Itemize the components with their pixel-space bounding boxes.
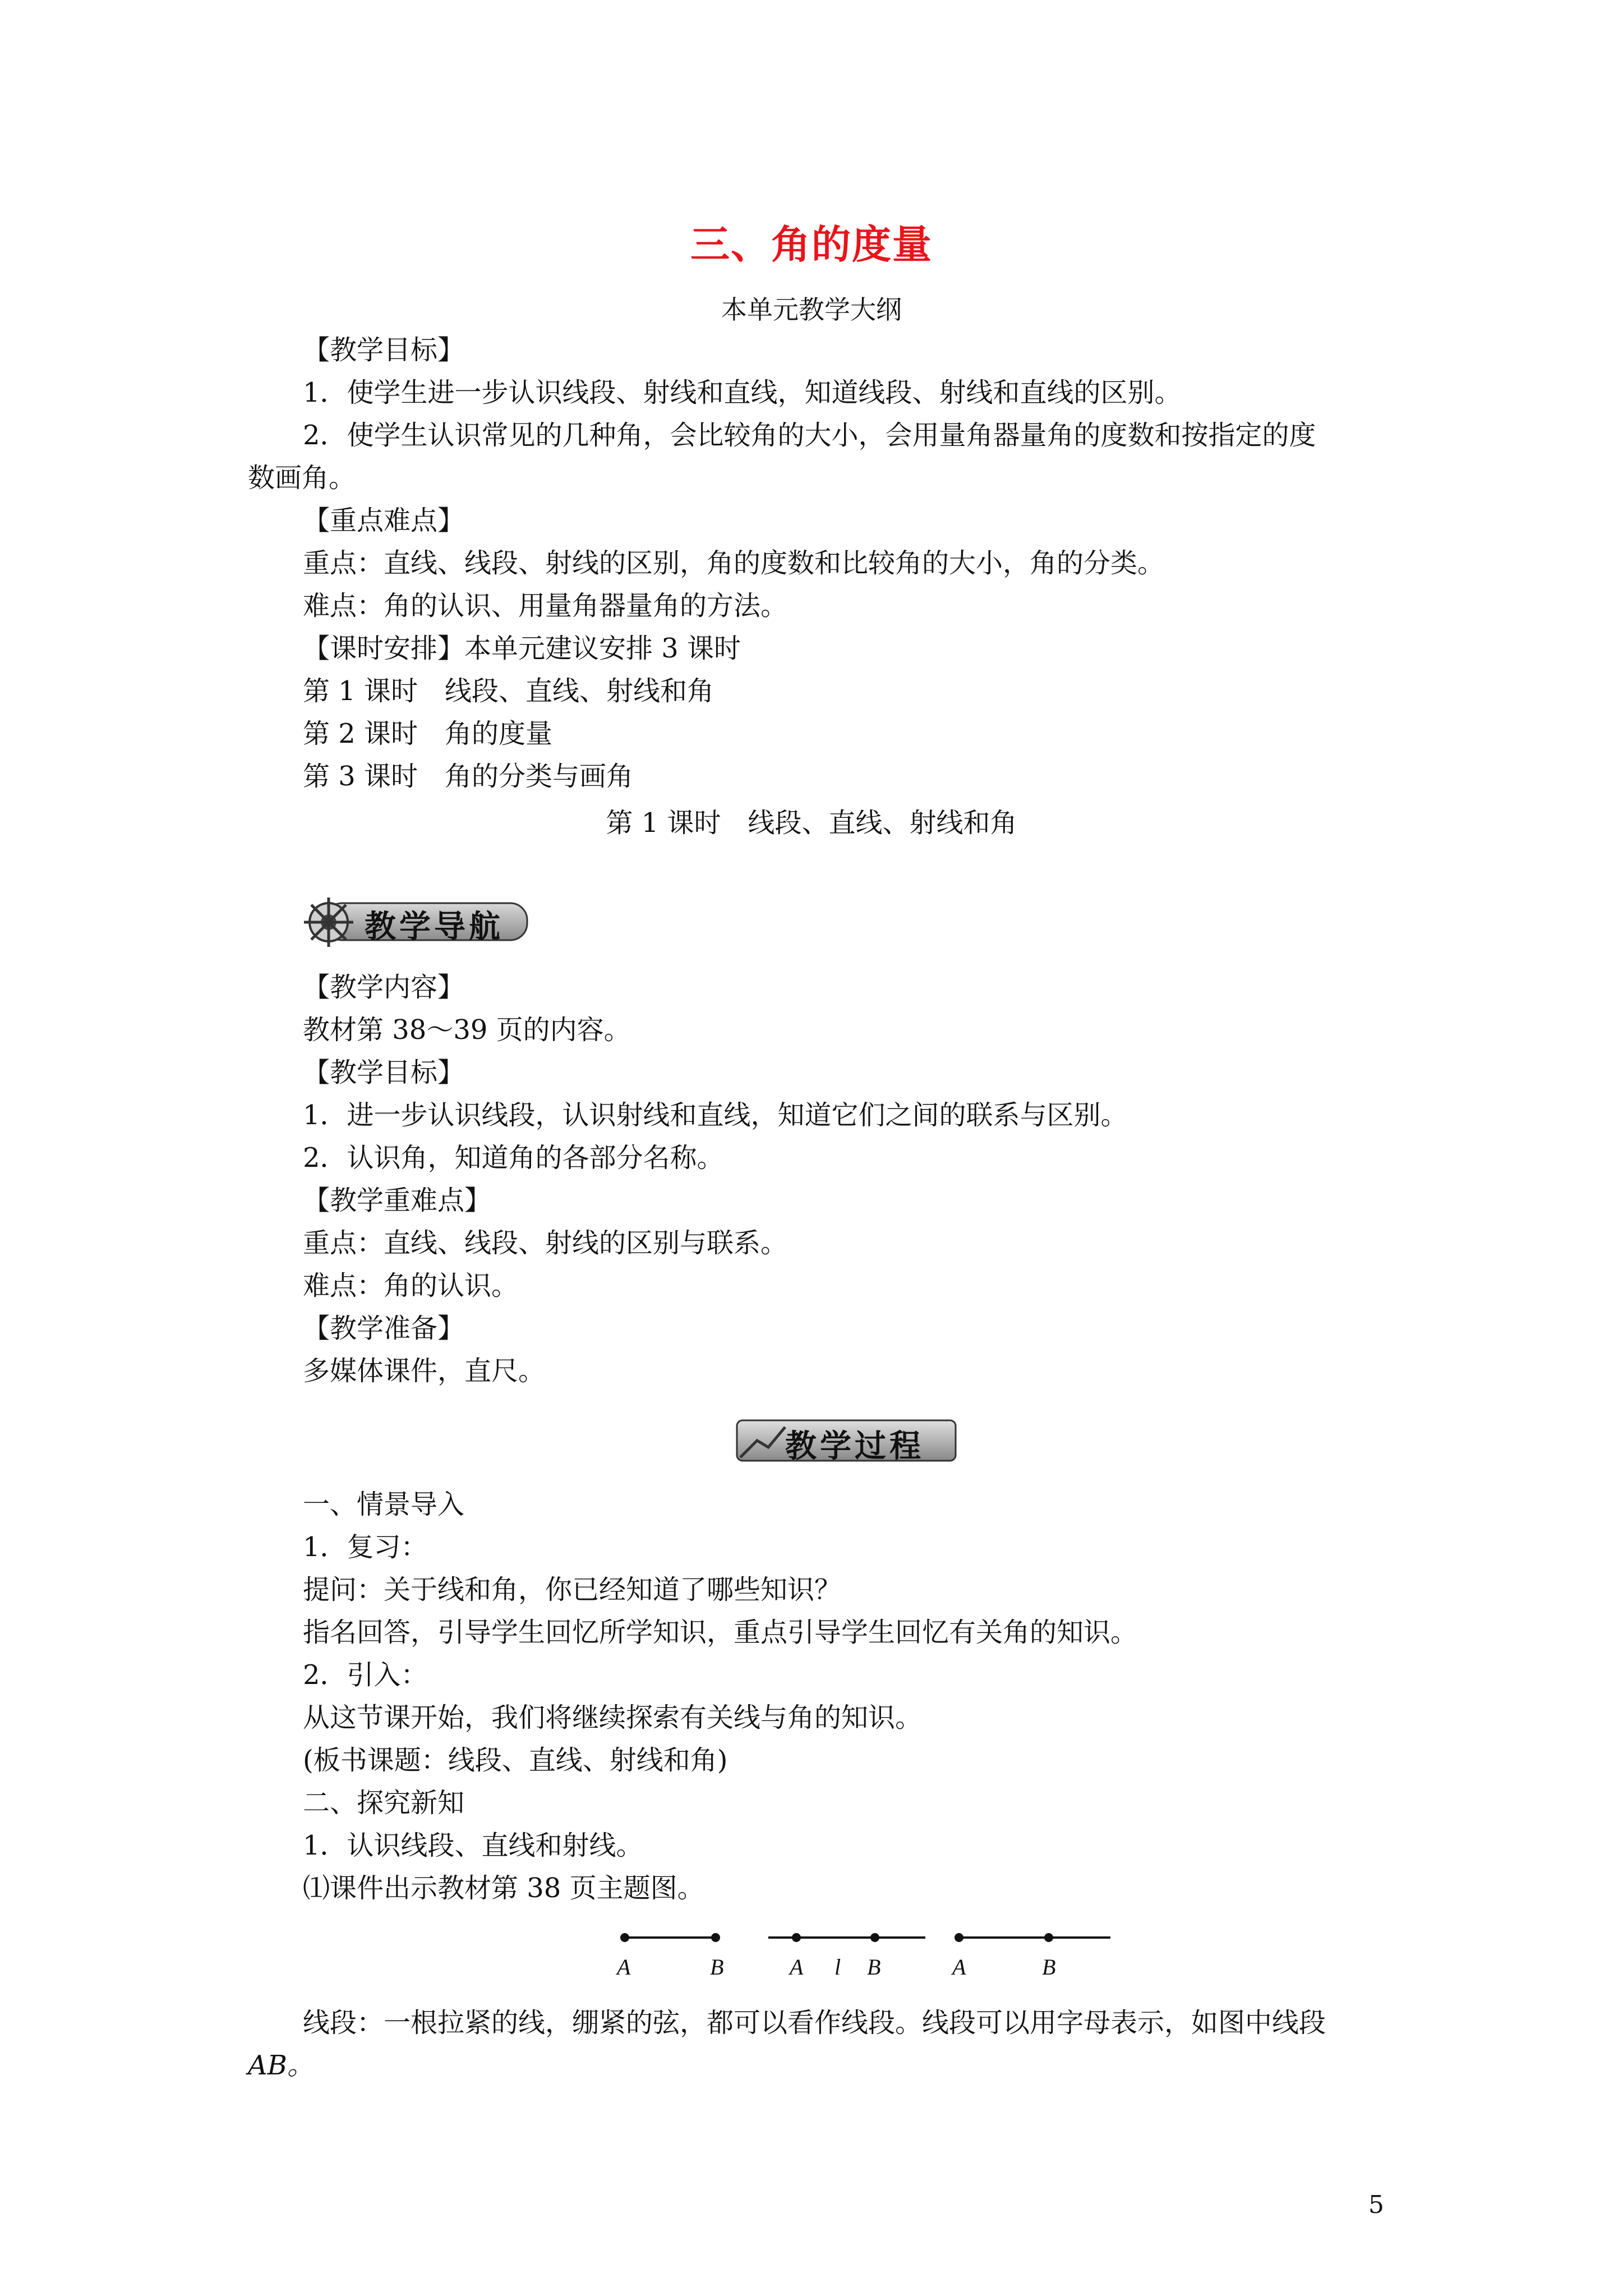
fig1-label-b: B	[710, 1954, 724, 1980]
page-subtitle: 本单元教学大纲	[721, 295, 902, 325]
lesson-title: 第 1 课时 线段、直线、射线和角	[606, 807, 1017, 839]
fig2-label-l: l	[834, 1954, 841, 1980]
outline-goal-heading: 【教学目标】	[303, 334, 465, 366]
teaching-nav-banner	[303, 894, 533, 950]
nav-goal-1: 1．进一步认识线段，认识射线和直线，知道它们之间的联系与区别。	[303, 1099, 1128, 1131]
nav-key-point: 重点：直线、线段、射线的区别与联系。	[303, 1227, 788, 1259]
figure-segment-ab	[620, 1933, 720, 1942]
page-number: 5	[1368, 2191, 1384, 2219]
page-title: 三、角的度量	[690, 221, 933, 268]
nav-prep: 多媒体课件，直尺。	[303, 1355, 546, 1387]
process-intro-text: 从这节课开始，我们将继续探索有关线与角的知识。	[303, 1702, 923, 1733]
nav-difficulty: 难点：角的认识。	[303, 1270, 519, 1301]
outline-goal-2b: 数画角。	[248, 462, 356, 494]
outline-lesson-2: 第 2 课时 角的度量	[303, 718, 553, 749]
outline-key-point: 重点：直线、线段、射线的区别，角的度数和比较角的大小，角的分类。	[303, 547, 1165, 579]
nav-goal-2: 2．认识角，知道角的各部分名称。	[303, 1142, 724, 1174]
process-section-2: 二、探究新知	[303, 1787, 465, 1819]
fig1-label-a: A	[617, 1954, 631, 1980]
fig3-label-b: B	[1042, 1954, 1056, 1980]
process-answer: 指名回答，引导学生回忆所学知识，重点引导学生回忆有关角的知识。	[303, 1617, 1138, 1648]
teaching-nav-banner-label: 教学导航	[365, 908, 504, 945]
teaching-process-banner	[735, 1412, 959, 1469]
figure-ray-ab	[955, 1933, 1110, 1942]
fig3-label-a: A	[952, 1954, 966, 1980]
outline-lesson-3: 第 3 课时 角的分类与画角	[303, 761, 634, 792]
nav-prep-heading: 【教学准备】	[303, 1313, 465, 1344]
segment-figures	[606, 1918, 1122, 1986]
process-board: (板书课题：线段、直线、射线和角)	[303, 1745, 728, 1776]
nav-content: 教材第 38～39 页的内容。	[303, 1014, 631, 1046]
outline-key-heading: 【重点难点】	[303, 505, 465, 536]
outline-difficulty: 难点：角的认识、用量角器量角的方法。	[303, 590, 788, 622]
process-intro: 2．引入：	[303, 1659, 428, 1691]
fig2-label-a: A	[790, 1954, 804, 1980]
outline-schedule: 【课时安排】本单元建议安排 3 课时	[303, 633, 741, 664]
teaching-process-banner-label: 教学过程	[785, 1428, 924, 1465]
nav-goal-heading: 【教学目标】	[303, 1057, 465, 1088]
figure-line-l	[768, 1933, 925, 1942]
process-review: 1．复习：	[303, 1531, 428, 1563]
outline-lesson-1: 第 1 课时 线段、直线、射线和角	[303, 675, 714, 707]
fig2-label-b: B	[867, 1954, 881, 1980]
outline-goal-2a: 2．使学生认识常见的几种角，会比较角的大小，会用量角器量角的度数和按指定的度	[303, 420, 1316, 451]
nav-content-heading: 【教学内容】	[303, 972, 465, 1003]
process-section-1: 一、情景导入	[303, 1489, 465, 1520]
segment-definition: 线段：一根拉紧的线，绷紧的弦，都可以看作线段。线段可以用字母表示，如图中线段	[303, 2007, 1326, 2039]
process-question: 提问：关于线和角，你已经知道了哪些知识？	[303, 1574, 842, 1605]
segment-definition-cont: AB。	[248, 2050, 314, 2081]
process-step-1-1: ⑴课件出示教材第 38 页主题图。	[303, 1872, 704, 1904]
outline-goal-1: 1．使学生进一步认识线段、射线和直线，知道线段、射线和直线的区别。	[303, 377, 1182, 408]
process-step-1: 1．认识线段、直线和射线。	[303, 1830, 643, 1861]
nav-key-heading: 【教学重难点】	[303, 1185, 492, 1216]
